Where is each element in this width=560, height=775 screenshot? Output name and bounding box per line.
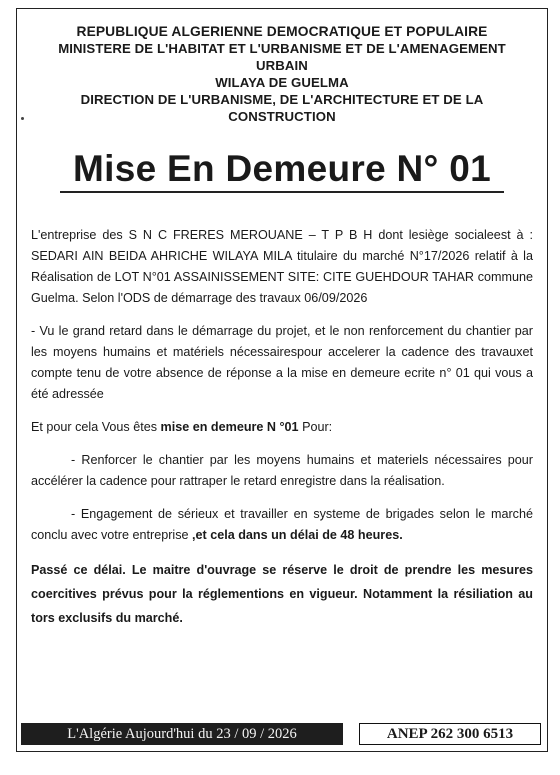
newspaper-source: L'Algérie Aujourd'hui du 23 / 09 / 2026: [21, 723, 343, 745]
paragraph-reinforce: - Renforcer le chantier par les moyens humains et materiels nécessaires pour accélérer la cadence pour rattraper le retard enregistre dans la réalisation.: [31, 453, 533, 488]
notice-page: [16, 8, 548, 752]
header-wilaya: WILAYA DE GUELMA: [215, 75, 349, 90]
engagement-text: - Engagement de sérieux et travailler en systeme de brigades selon le marché conclu avec votre entreprise: [31, 507, 533, 542]
header-ministry: MINISTERE DE L'HABITAT ET L'URBANISME ET DE L'AMENAGEMENT URBAIN: [58, 41, 506, 73]
official-header: [31, 23, 533, 125]
paragraph-consequence: Passé ce délai. Le maitre d'ouvrage se réserve le droit de prendre les mesures coercitives prévus pour la réglementions en vigueur. Notamment la résiliation au tors exclusifs du marché.: [31, 563, 533, 625]
notice-body: [31, 225, 533, 630]
scan-speck: [21, 117, 24, 120]
paragraph-considering: - Vu le grand retard dans le démarrage du projet, et le non renforcement du chantier par les moyens humains et matériels nécessairespour accelerer la cadence des travauxet compte tenu de votre absence de réponse a la mise en demeure ecrite n° 01 qui vous a été adressée: [31, 324, 533, 401]
footer: [17, 721, 547, 751]
paragraph-notice: [31, 417, 533, 438]
notice-text-post: Pour:: [298, 420, 333, 434]
anep-reference: ANEP 262 300 6513: [359, 723, 541, 745]
header-republic: REPUBLIQUE ALGERIENNE DEMOCRATIQUE ET POPULAIRE: [76, 24, 488, 39]
notice-title: Mise En Demeure N° 01: [73, 148, 491, 189]
title-underline: [60, 191, 504, 193]
paragraph-engagement: [31, 504, 533, 546]
notice-text-bold: mise en demeure N °01: [160, 420, 299, 434]
header-direction: DIRECTION DE L'URBANISME, DE L'ARCHITECTURE ET DE LA CONSTRUCTION: [80, 92, 484, 124]
paragraph-company: L'entreprise des S N C FRERES MEROUANE – T P B H dont lesiège socialeest à : SEDARI AIN BEIDA AHRICHE WILAYA MILA titulaire du marché N°17/2026 relatif à la Réalisation de LOT N°01 ASSAINISSEMENT SITE: CITE GUEHDOUR TAHAR commune Guelma. Selon l'ODS de démarrage des travaux 06/09/2026: [31, 228, 533, 305]
engagement-deadline: ,et cela dans un délai de 48 heures.: [192, 528, 403, 542]
notice-text-pre: Et pour cela Vous êtes: [31, 420, 161, 434]
